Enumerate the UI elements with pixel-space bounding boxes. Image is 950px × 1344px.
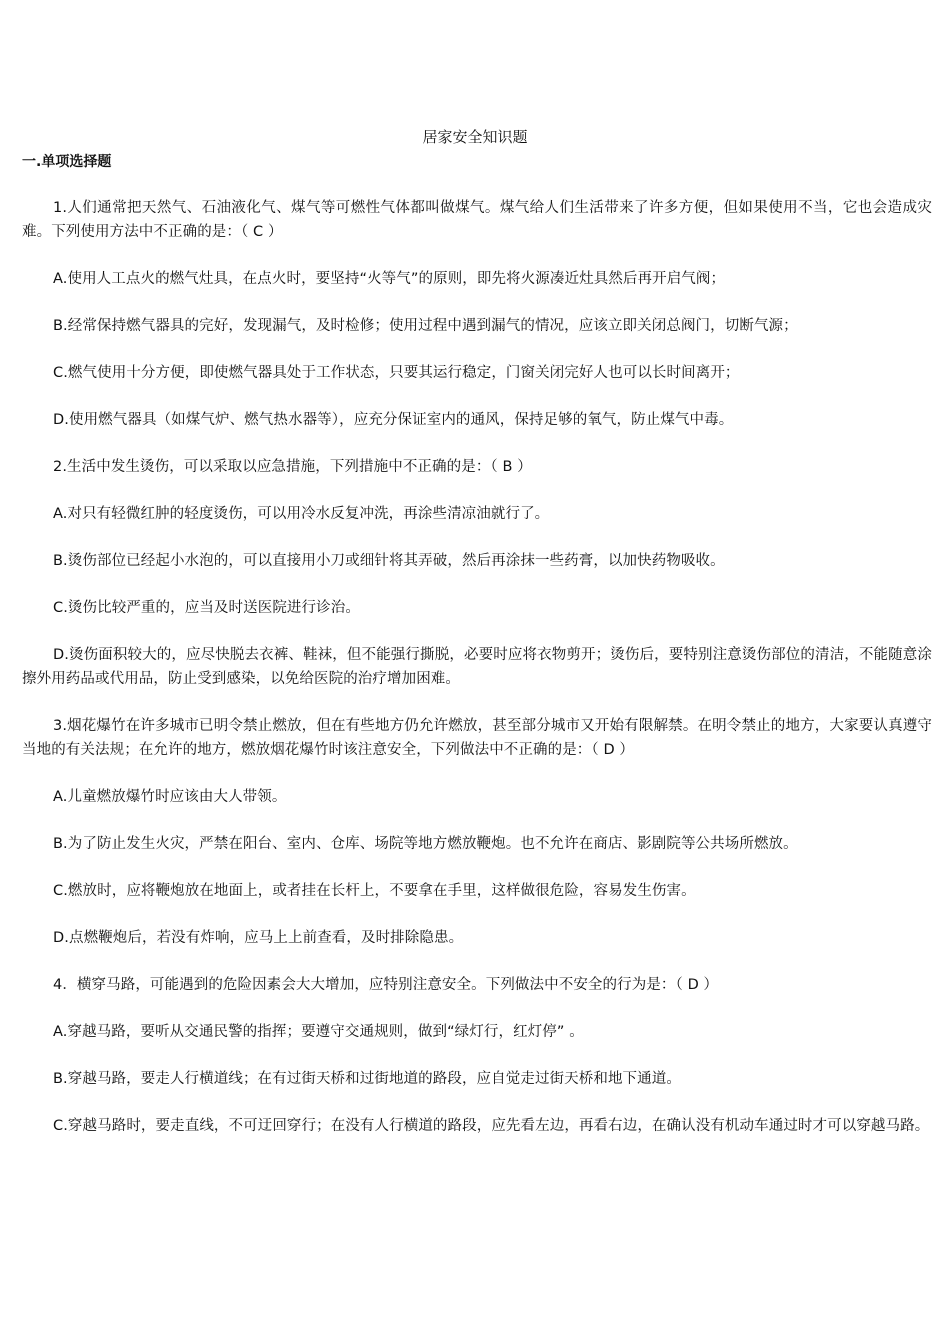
option-3a: A.儿童燃放爆竹时应该由大人带领。 [53,789,287,805]
question-4: 4．横穿马路，可能遇到的危险因素会大大增加，应特别注意安全。下列做法中不安全的行为是：（ D ） [53,977,719,993]
document-title: 居家安全知识题 [422,128,528,146]
document-body [22,196,932,1161]
option-1a: A.使用人工点火的燃气灶具，在点火时，要坚持“火等气”的原则，即先将火源凑近灶具然后再开启气阀； [53,271,726,287]
option-2b: B.烫伤部位已经起小水泡的，可以直接用小刀或细针将其弄破，然后再涂抹一些药膏，以加快药物吸收。 [53,553,725,569]
option-4b: B.穿越马路，要走人行横道线；在有过街天桥和过街地道的路段，应自觉走过街天桥和地下通道。 [53,1071,681,1087]
option-3b: B.为了防止发生火灾，严禁在阳台、室内、仓库、场院等地方燃放鞭炮。也不允许在商店、影剧院等公共场所燃放。 [53,836,798,852]
option-3c: C.燃放时，应将鞭炮放在地面上，或者挂在长杆上，不要拿在手里，这样做很危险，容易发生伤害。 [53,883,696,899]
question-2: 2.生活中发生烫伤，可以采取以应急措施，下列措施中不正确的是：（ B ） [53,459,532,475]
option-2a: A.对只有轻微红肿的轻度烫伤，可以用冷水反复冲洗，再涂些清凉油就行了。 [53,506,550,522]
option-4c: C.穿越马路时，要走直线，不可迂回穿行；在没有人行横道的路段，应先看左边，再看右边，在确认没有机动车通过时才可以穿越马路。 [53,1118,930,1134]
option-1d: D.使用燃气器具（如煤气炉、燃气热水器等），应充分保证室内的通风，保持足够的氧气，防止煤气中毒。 [53,412,734,428]
option-3d: D.点燃鞭炮后，若没有炸响，应马上上前查看，及时排除隐患。 [53,930,464,946]
option-2d: D.烫伤面积较大的，应尽快脱去衣裤、鞋袜，但不能强行撕脱，必要时应将衣物剪开；烫伤后，要特别注意烫伤部位的清洁，不能随意涂擦外用药品或代用品，防止受到感染，以免给医院的治疗增加困难。 [22,647,932,687]
option-4a: A.穿越马路，要听从交通民警的指挥；要遵守交通规则，做到“绿灯行，红灯停” 。 [53,1024,584,1040]
section-title: 一.单项选择题 [22,154,112,170]
option-2c: C.烫伤比较严重的，应当及时送医院进行诊治。 [53,600,360,616]
option-1b: B.经常保持燃气器具的完好，发现漏气，及时检修；使用过程中遇到漏气的情况，应该立即关闭总阀门，切断气源； [53,318,798,334]
question-1: 1.人们通常把天然气、石油液化气、煤气等可燃性气体都叫做煤气。煤气给人们生活带来了许多方便，但如果使用不当，它也会造成灾难。下列使用方法中不正确的是：（ C ） [22,200,932,240]
question-3: 3.烟花爆竹在许多城市已明令禁止燃放，但在有些地方仍允许燃放，甚至部分城市又开始有限解禁。在明令禁止的地方，大家要认真遵守当地的有关法规；在允许的地方，燃放烟花爆竹时该注意安全，下列做法中不正确的是：（ D ） [22,718,932,758]
option-1c: C.燃气使用十分方便，即使燃气器具处于工作状态，只要其运行稳定，门窗关闭完好人也可以长时间离开； [53,365,740,381]
